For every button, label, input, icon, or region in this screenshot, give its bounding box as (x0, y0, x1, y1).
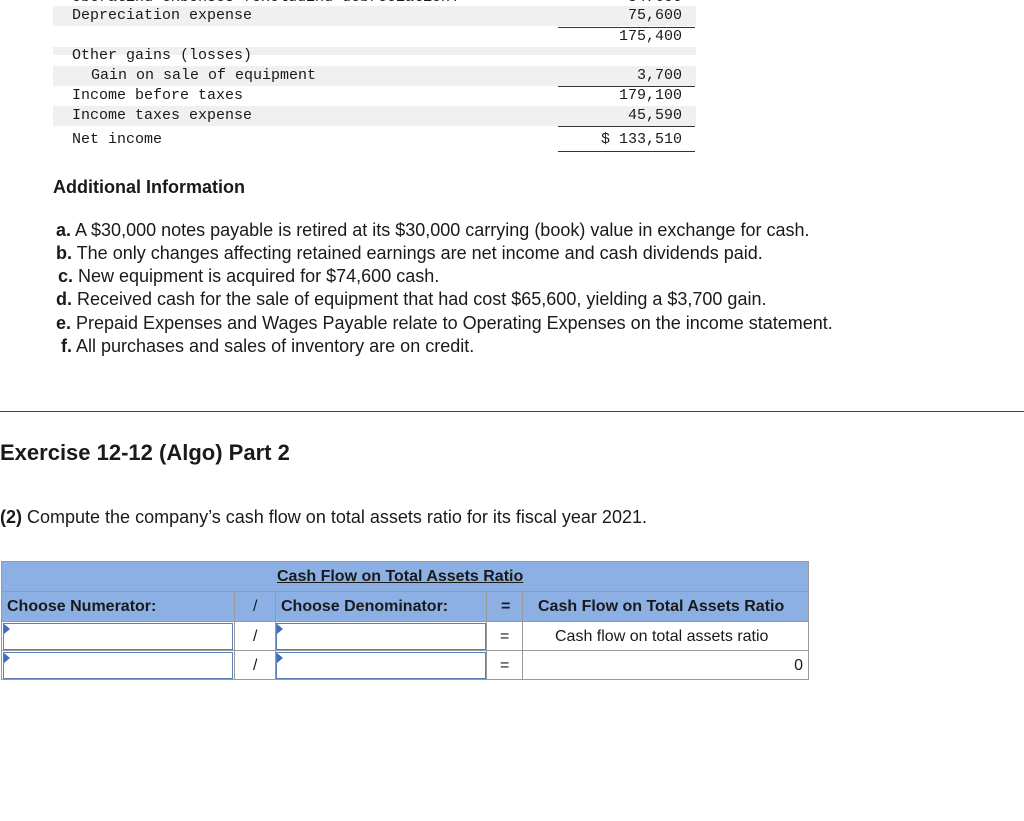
info-text: A $30,000 notes payable is retired at its $30,000 carrying (book) value in exchange for cash. (71, 220, 810, 240)
row-label: Other gains (losses) (72, 47, 253, 64)
info-letter: c. (58, 266, 74, 286)
row-label: Income before taxes (72, 87, 244, 104)
dropdown-indicator-icon (4, 653, 10, 663)
partial-row-amount (628, 0, 682, 1)
row-equals: = (500, 657, 510, 674)
dropdown-indicator-icon (4, 624, 10, 634)
info-item-f (61, 336, 474, 357)
double-underline-top (558, 151, 695, 152)
info-item-c (58, 266, 439, 287)
numerator-input[interactable] (3, 623, 233, 650)
dropdown-indicator-icon (277, 624, 283, 634)
row-amount: 75,600 (627, 7, 682, 24)
info-text: Prepaid Expenses and Wages Payable relate to Operating Expenses on the income statement. (71, 313, 833, 333)
table-row (2, 650, 808, 680)
header-numerator: Choose Numerator: (7, 598, 157, 615)
statement-row (53, 130, 696, 150)
row-amount: $ 133,510 (600, 131, 682, 148)
denominator-input[interactable] (276, 652, 486, 679)
info-text: Received cash for the sale of equipment that had cost $65,600, yielding a $3,700 gain. (72, 289, 767, 309)
info-letter: e. (56, 313, 72, 333)
info-item-d (56, 289, 766, 310)
row-label: Net income (72, 131, 163, 148)
info-item-b (56, 243, 763, 264)
statement-row (53, 66, 696, 86)
header-slash: / (253, 598, 258, 615)
row-amount: 45,590 (627, 107, 682, 124)
row-label: Depreciation expense (72, 7, 253, 24)
row-slash: / (253, 628, 258, 645)
row-equals: = (500, 628, 510, 645)
result-value: 0 (794, 657, 803, 674)
info-letter: b. (56, 243, 72, 263)
numerator-input[interactable] (3, 652, 233, 679)
statement-row (53, 46, 696, 66)
result-label: Cash flow on total assets ratio (555, 628, 769, 645)
question-number: (2) (0, 507, 22, 527)
info-item-a (56, 220, 809, 241)
header-equals: = (501, 598, 511, 615)
header-denominator: Choose Denominator: (281, 598, 449, 615)
row-amount: 175,400 (618, 28, 682, 45)
underline (558, 126, 695, 127)
denominator-input[interactable] (276, 623, 486, 650)
table-title: Cash Flow on Total Assets Ratio (277, 568, 524, 585)
partial-row-label (72, 0, 459, 1)
income-statement-partial-row (72, 0, 682, 1)
statement-row (53, 86, 696, 106)
question-text: Compute the company’s cash flow on total assets ratio for its fiscal year 2021. (22, 507, 647, 527)
table-row (2, 621, 808, 651)
row-label: Income taxes expense (72, 107, 253, 124)
row-amount: 179,100 (618, 87, 682, 104)
info-letter: f. (61, 336, 72, 356)
row-label: Gain on sale of equipment (91, 67, 317, 84)
info-text: New equipment is acquired for $74,600 cash. (73, 266, 440, 286)
statement-row (53, 27, 696, 47)
table-title-row (2, 562, 808, 591)
question-prompt (0, 507, 647, 528)
table-header-row (2, 591, 808, 621)
info-text: The only changes affecting retained earnings are net income and cash dividends paid. (72, 243, 763, 263)
section-divider (0, 411, 1024, 412)
dropdown-indicator-icon (277, 653, 283, 663)
row-amount: 3,700 (636, 67, 682, 84)
statement-row (53, 106, 696, 126)
info-item-e (56, 313, 833, 334)
info-letter: d. (56, 289, 72, 309)
row-slash: / (253, 657, 258, 674)
header-result: Cash Flow on Total Assets Ratio (538, 598, 785, 615)
info-letter: a. (56, 220, 72, 240)
additional-information-title: Additional Information (53, 177, 245, 197)
ratio-worksheet-table (1, 561, 809, 680)
exercise-part-title: Exercise 12-12 (Algo) Part 2 (0, 440, 290, 465)
info-text: All purchases and sales of inventory are on credit. (72, 336, 475, 356)
statement-row (53, 6, 696, 26)
